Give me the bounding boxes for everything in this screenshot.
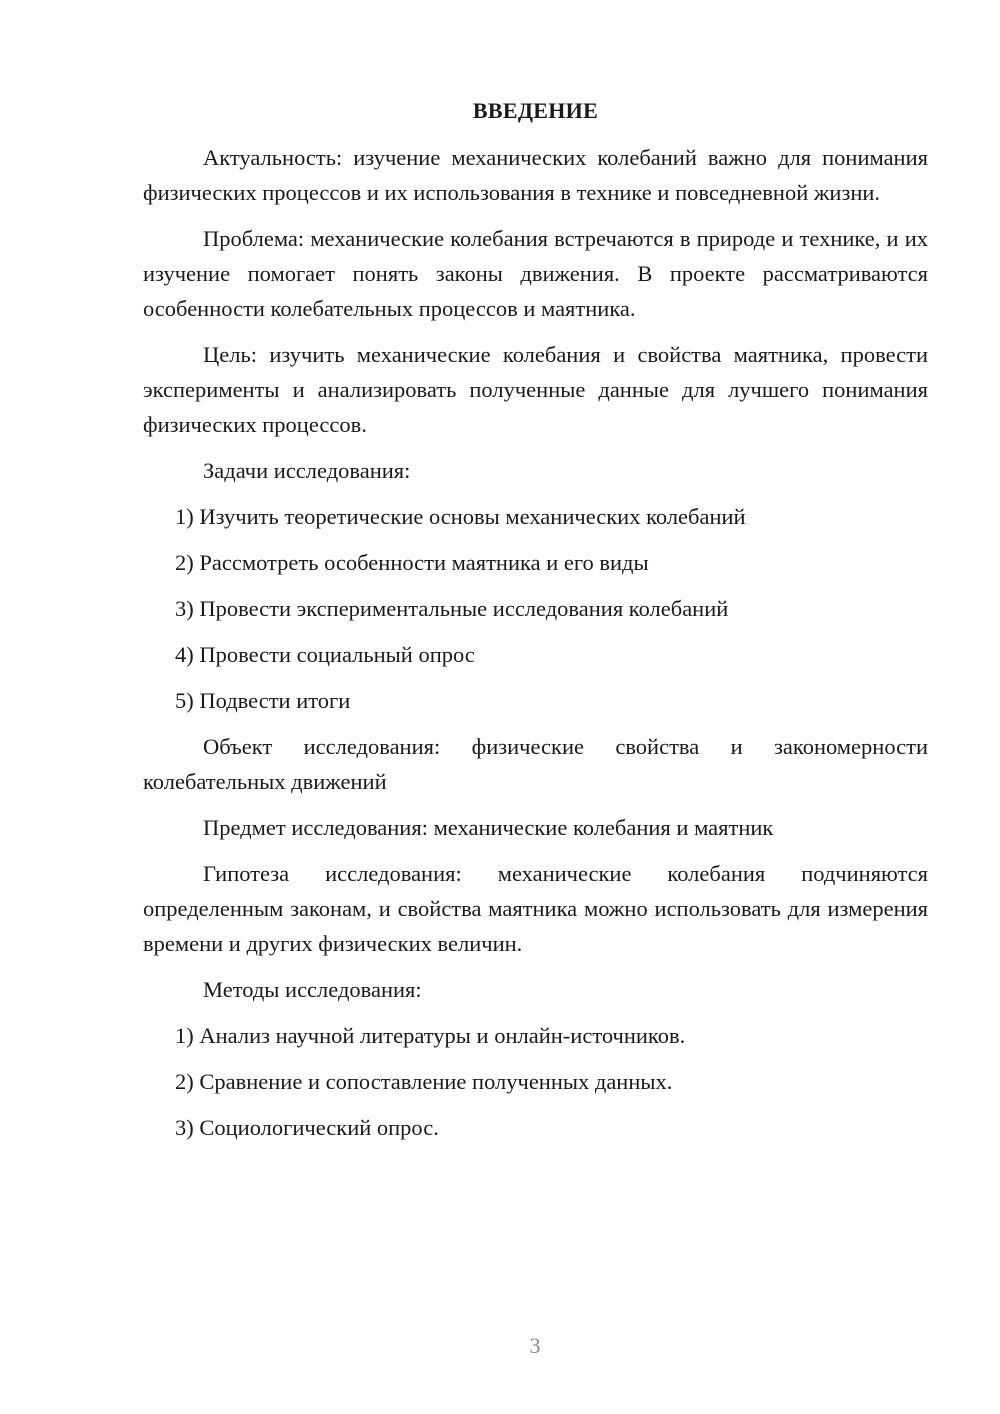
tasks-list <box>143 499 928 718</box>
list-item: 3) Социологический опрос. <box>175 1115 439 1140</box>
paragraph-subject: Предмет исследования: механические колебания и маятник <box>203 815 774 840</box>
document-page <box>143 96 928 1156</box>
paragraph-hypothesis: Гипотеза исследования: механические колебания подчиняются определенным законам, и свойства маятника можно использовать для измерения времени и других физических величин. <box>143 861 928 956</box>
list-item: 1) Анализ научной литературы и онлайн-источников. <box>175 1023 686 1048</box>
methods-heading: Методы исследования: <box>203 977 422 1002</box>
methods-list <box>143 1018 928 1145</box>
list-item: 1) Изучить теоретические основы механических колебаний <box>175 504 746 529</box>
paragraph-object: Объект исследования: физические свойства и закономерности колебательных движений <box>143 734 928 794</box>
list-item: 3) Провести экспериментальные исследования колебаний <box>175 596 729 621</box>
paragraph-problem: Проблема: механические колебания встречаются в природе и технике, и их изучение помогает понять законы движения. В проекте рассматриваются особенности колебательных процессов и маятника. <box>143 226 928 321</box>
paragraph-goal: Цель: изучить механические колебания и свойства маятника, провести эксперименты и анализировать полученные данные для лучшего понимания физических процессов. <box>143 342 928 437</box>
paragraph-actuality: Актуальность: изучение механических колебаний важно для понимания физических процессов и их использования в технике и повседневной жизни. <box>143 145 928 205</box>
tasks-heading: Задачи исследования: <box>203 458 411 483</box>
page-title: ВВЕДЕНИЕ <box>472 98 599 123</box>
list-item: 5) Подвести итоги <box>175 688 351 713</box>
list-item: 4) Провести социальный опрос <box>175 642 475 667</box>
list-item: 2) Сравнение и сопоставление полученных данных. <box>175 1069 673 1094</box>
page-number: 3 <box>529 1333 541 1358</box>
list-item: 2) Рассмотреть особенности маятника и его виды <box>175 550 649 575</box>
